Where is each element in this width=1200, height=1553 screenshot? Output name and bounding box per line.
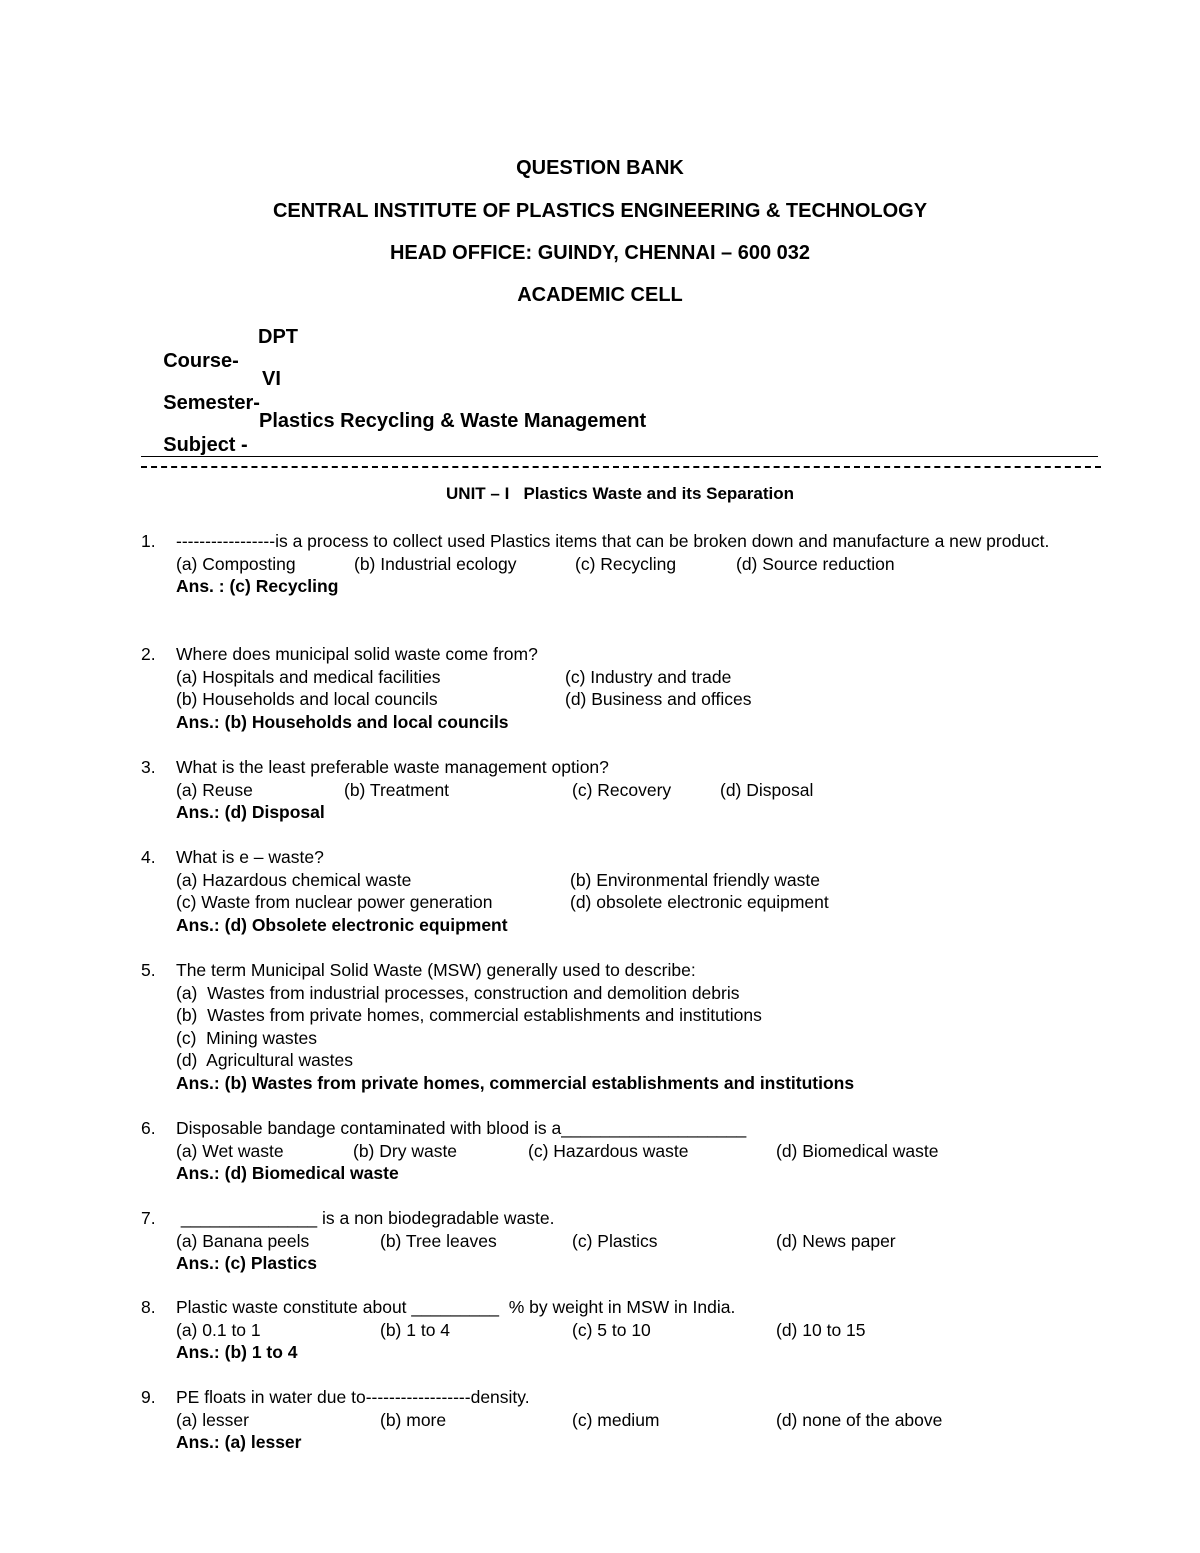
option-b: (b) Environmental friendly waste: [570, 869, 820, 890]
question-text: -----------------is a process to collect used Plastics items that can be broken down and manufacture a new product.: [176, 531, 1050, 551]
divider-solid: [141, 456, 1098, 457]
semester-value: VI: [262, 368, 281, 390]
option-c: (c) Industry and trade: [565, 666, 732, 687]
question-text: Where does municipal solid waste come from?: [176, 644, 538, 664]
unit-title: UNIT – I Plastics Waste and its Separation: [446, 484, 794, 503]
question-number: 3.: [141, 757, 156, 777]
option-d: (d) Biomedical waste: [776, 1140, 939, 1161]
doc-title: QUESTION BANK: [516, 157, 684, 179]
question-number: 7.: [141, 1208, 156, 1228]
answer: Ans.: (a) lesser: [176, 1432, 302, 1453]
options-row: [176, 1230, 1101, 1253]
option-c: (c) Hazardous waste: [528, 1140, 689, 1161]
question-number: 9.: [141, 1387, 156, 1407]
option-d: (d) none of the above: [776, 1409, 943, 1430]
question-number: 4.: [141, 847, 156, 867]
option-b: (b) Households and local councils: [176, 689, 438, 710]
options-row: [176, 1319, 1101, 1342]
answer: Ans.: (b) Households and local councils: [176, 711, 509, 732]
options-row: [176, 779, 1101, 802]
option-a: (a) Reuse: [176, 779, 253, 800]
question-number: 6.: [141, 1118, 156, 1138]
option-a: (a) lesser: [176, 1409, 249, 1430]
answer: Ans.: (b) Wastes from private homes, commercial establishments and institutions: [176, 1072, 855, 1093]
option-a: (a) Wastes from industrial processes, construction and demolition debris: [176, 982, 740, 1003]
option-d: (d) Source reduction: [736, 553, 895, 574]
question-number: 1.: [141, 531, 156, 551]
question-number: 2.: [141, 644, 156, 664]
option-c: (c) Plastics: [572, 1230, 658, 1251]
option-b: (b) Dry waste: [353, 1140, 458, 1161]
options-row: [176, 869, 1101, 892]
options-row: [176, 666, 1101, 689]
option-c: (c) Mining wastes: [176, 1027, 318, 1048]
option-b: (b) 1 to 4: [380, 1319, 451, 1340]
options-row: [176, 891, 1101, 914]
semester-label: Semester-: [163, 392, 260, 414]
option-a: (a) Banana peels: [176, 1230, 310, 1251]
answer: Ans. : (c) Recycling: [176, 576, 339, 597]
option-a: (a) Composting: [176, 553, 296, 574]
question-text: ______________ is a non biodegradable waste.: [176, 1208, 555, 1228]
option-c: (c) Recovery: [572, 779, 672, 800]
option-b: (b) Treatment: [344, 779, 450, 800]
divider-dashed: [141, 466, 1101, 468]
question-text: What is e – waste?: [176, 847, 324, 867]
option-a: (a) 0.1 to 1: [176, 1319, 261, 1340]
academic-cell: ACADEMIC CELL: [517, 284, 683, 306]
question-text: Disposable bandage contaminated with blood is a___________________: [176, 1118, 747, 1138]
option-d: (d) Business and offices: [565, 689, 752, 710]
question-number: 5.: [141, 960, 156, 980]
answer: Ans.: (d) Obsolete electronic equipment: [176, 914, 508, 935]
subject-value: Plastics Recycling & Waste Management: [259, 410, 647, 432]
option-c: (c) Waste from nuclear power generation: [176, 892, 493, 913]
option-b: (b) more: [380, 1409, 447, 1430]
option-d: (d) 10 to 15: [776, 1319, 866, 1340]
head-office: HEAD OFFICE: GUINDY, CHENNAI – 600 032: [389, 242, 811, 264]
course-value: DPT: [258, 326, 298, 348]
answer: Ans.: (d) Disposal: [176, 802, 325, 823]
option-d: (d) obsolete electronic equipment: [570, 892, 829, 913]
option-c: (c) medium: [572, 1409, 660, 1430]
options-row: [176, 1409, 1101, 1432]
answer: Ans.: (d) Biomedical waste: [176, 1163, 399, 1184]
question-text: Plastic waste constitute about _________ % by weight in MSW in India.: [176, 1297, 736, 1317]
answer: Ans.: (b) 1 to 4: [176, 1342, 298, 1363]
options-row: [176, 1140, 1101, 1163]
option-d: (d) Agricultural wastes: [176, 1050, 354, 1071]
option-d: (d) Disposal: [720, 779, 814, 800]
option-a: (a) Wet waste: [176, 1140, 284, 1161]
question-text: What is the least preferable waste management option?: [176, 757, 609, 777]
option-b: (b) Tree leaves: [380, 1230, 497, 1251]
subject-label: Subject -: [163, 434, 248, 456]
option-b: (b) Industrial ecology: [354, 553, 517, 574]
options-row: [176, 553, 1101, 576]
option-a: (a) Hazardous chemical waste: [176, 869, 412, 890]
course-label: Course-: [163, 350, 239, 372]
option-a: (a) Hospitals and medical facilities: [176, 666, 441, 687]
institute-name: CENTRAL INSTITUTE OF PLASTICS ENGINEERING & TECHNOLOGY: [272, 200, 928, 222]
question-text: PE floats in water due to------------------density.: [176, 1387, 530, 1407]
option-c: (c) 5 to 10: [572, 1319, 651, 1340]
question-number: 8.: [141, 1297, 156, 1317]
option-b: (b) Wastes from private homes, commercial establishments and institutions: [176, 1005, 762, 1026]
option-d: (d) News paper: [776, 1230, 896, 1251]
options-row: [176, 688, 1101, 711]
option-c: (c) Recycling: [575, 553, 677, 574]
question-text: The term Municipal Solid Waste (MSW) generally used to describe:: [176, 960, 696, 980]
answer: Ans.: (c) Plastics: [176, 1253, 318, 1274]
